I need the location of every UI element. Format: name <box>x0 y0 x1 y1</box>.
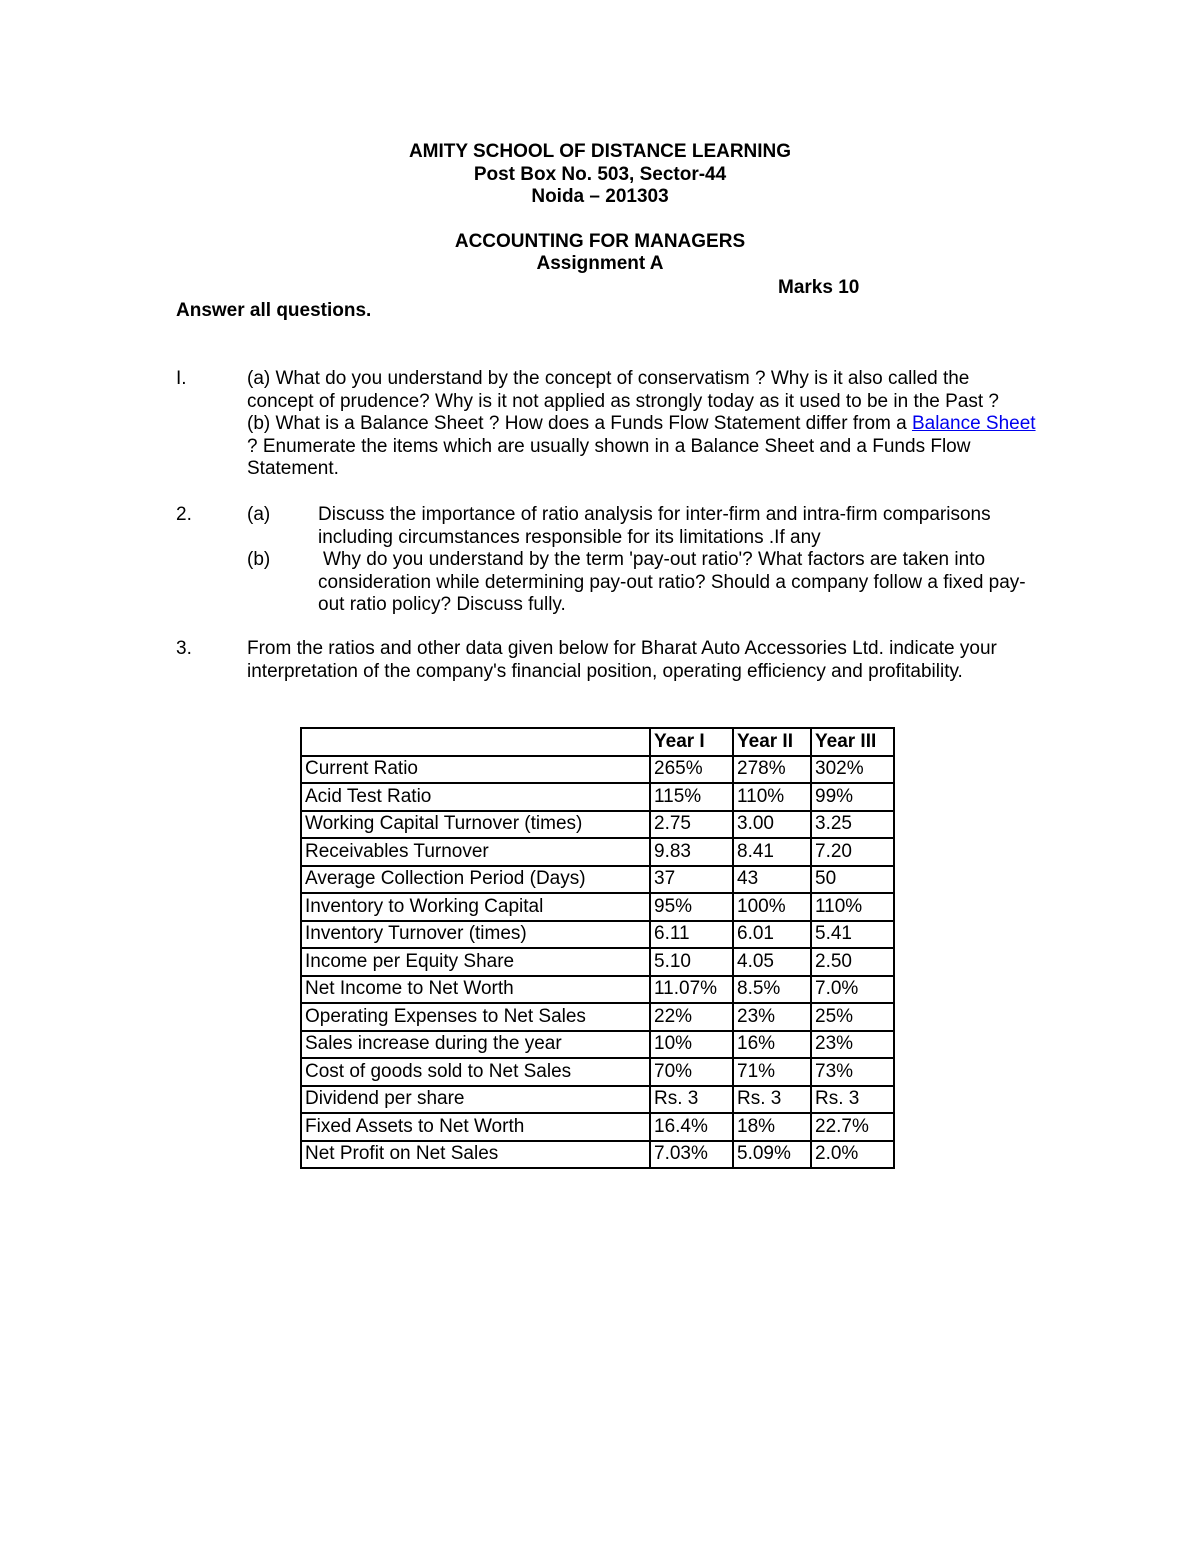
table-cell: Rs. 3 <box>650 1086 733 1114</box>
table-cell: Rs. 3 <box>811 1086 894 1114</box>
table-cell: 10% <box>650 1031 733 1059</box>
table-row <box>301 756 894 784</box>
q2-a-text: Discuss the importance of ratio analysis for inter-firm and intra-firm comparisons including circumstances responsible for its limitations .If any <box>318 504 991 548</box>
balance-sheet-link[interactable]: Balance Sheet <box>911 413 1036 435</box>
table-cell: 70% <box>650 1058 733 1086</box>
q2-number: 2. <box>176 504 192 525</box>
q2-a-label: (a) <box>247 504 271 525</box>
table-row <box>301 1086 894 1114</box>
table-row <box>301 893 894 921</box>
table-cell: Sales increase during the year <box>301 1031 650 1059</box>
table-cell: 37 <box>650 866 733 894</box>
table-row <box>301 1141 894 1169</box>
table-cell: Income per Equity Share <box>301 948 650 976</box>
table-row <box>301 1031 894 1059</box>
table-cell: Dividend per share <box>301 1086 650 1114</box>
assignment-title: Assignment A <box>536 253 664 274</box>
table-cell: 115% <box>650 783 733 811</box>
table-cell: 16.4% <box>650 1113 733 1141</box>
instruction: Answer all questions. <box>176 300 372 321</box>
course-title: ACCOUNTING FOR MANAGERS <box>454 230 746 252</box>
table-cell: 8.41 <box>733 838 811 866</box>
table-row <box>301 838 894 866</box>
table-cell: Cost of goods sold to Net Sales <box>301 1058 650 1086</box>
table-cell: 110% <box>733 783 811 811</box>
table-cell: 8.5% <box>733 976 811 1004</box>
document-header <box>0 141 1200 276</box>
table-cell: 23% <box>811 1031 894 1059</box>
table-cell: 100% <box>733 893 811 921</box>
table-cell: 22.7% <box>811 1113 894 1141</box>
table-cell: 3.00 <box>733 811 811 839</box>
table-header-row <box>301 728 894 756</box>
table-cell: Current Ratio <box>301 756 650 784</box>
table-cell: Acid Test Ratio <box>301 783 650 811</box>
table-cell: 16% <box>733 1031 811 1059</box>
table-row <box>301 976 894 1004</box>
table-row <box>301 1058 894 1086</box>
table-cell: 9.83 <box>650 838 733 866</box>
table-cell: 7.03% <box>650 1141 733 1169</box>
table-cell: 7.20 <box>811 838 894 866</box>
table-cell: 110% <box>811 893 894 921</box>
table-cell: 99% <box>811 783 894 811</box>
table-row <box>301 783 894 811</box>
table-row <box>301 921 894 949</box>
q1-number: I. <box>176 368 187 389</box>
table-header-cell: Year I <box>650 728 733 756</box>
table-cell: 265% <box>650 756 733 784</box>
table-cell: Receivables Turnover <box>301 838 650 866</box>
ratios-table <box>300 727 895 1169</box>
table-cell: Fixed Assets to Net Worth <box>301 1113 650 1141</box>
table-cell: 5.41 <box>811 921 894 949</box>
table-cell: 11.07% <box>650 976 733 1004</box>
table-cell: 71% <box>733 1058 811 1086</box>
table-cell: 22% <box>650 1003 733 1031</box>
table-cell: 6.11 <box>650 921 733 949</box>
table-cell: 302% <box>811 756 894 784</box>
table-cell: Operating Expenses to Net Sales <box>301 1003 650 1031</box>
table-cell: 4.05 <box>733 948 811 976</box>
q2-b-text: Why do you understand by the term 'pay-out ratio'? What factors are taken into consideration while determining pay-out ratio? Should a company follow a fixed pay-out ratio policy? Discuss fully. <box>318 549 1026 616</box>
table-cell: 50 <box>811 866 894 894</box>
table-cell: 2.75 <box>650 811 733 839</box>
q3-text: From the ratios and other data given below for Bharat Auto Accessories Ltd. indicate your interpretation of the company's financial position, operating efficiency and profitability. <box>247 638 997 682</box>
q1-part-a: (a) What do you understand by the concept of conservatism ? Why is it also called the concept of prudence? Why is it not applied as strongly today as it used to be in the Past ? <box>247 368 1000 412</box>
table-cell: 73% <box>811 1058 894 1086</box>
address-line-2: Noida – 201303 <box>531 186 669 207</box>
address-line-1: Post Box No. 503, Sector-44 <box>473 163 727 185</box>
table-cell: 5.09% <box>733 1141 811 1169</box>
table-cell: 25% <box>811 1003 894 1031</box>
table-cell: 2.0% <box>811 1141 894 1169</box>
table-row <box>301 948 894 976</box>
marks-label: Marks 10 <box>778 277 860 298</box>
table-cell: 5.10 <box>650 948 733 976</box>
q1-part-b-pre: (b) What is a Balance Sheet ? How does a Funds Flow Statement differ from a <box>247 413 907 435</box>
table-row <box>301 811 894 839</box>
table-cell: 43 <box>733 866 811 894</box>
table-cell: 7.0% <box>811 976 894 1004</box>
table-cell: 6.01 <box>733 921 811 949</box>
q2-b-label: (b) <box>247 549 271 570</box>
table-header-cell: Year II <box>733 728 811 756</box>
q3-number: 3. <box>176 638 192 659</box>
school-name: AMITY SCHOOL OF DISTANCE LEARNING <box>408 141 792 162</box>
table-row <box>301 1113 894 1141</box>
table-cell: Inventory to Working Capital <box>301 893 650 921</box>
table-cell: 3.25 <box>811 811 894 839</box>
table-cell: Rs. 3 <box>733 1086 811 1114</box>
table-row <box>301 1003 894 1031</box>
table-cell: Inventory Turnover (times) <box>301 921 650 949</box>
table-header-cell: Year III <box>811 728 894 756</box>
q1-part-b-post: ? Enumerate the items which are usually shown in a Balance Sheet and a Funds Flow Statement. <box>247 435 971 480</box>
table-header-cell <box>301 728 650 756</box>
q1-part-b <box>247 413 1037 481</box>
table-cell: Net Income to Net Worth <box>301 976 650 1004</box>
table-row <box>301 866 894 894</box>
table-cell: Working Capital Turnover (times) <box>301 811 650 839</box>
table-cell: 2.50 <box>811 948 894 976</box>
table-cell: Average Collection Period (Days) <box>301 866 650 894</box>
q1-text <box>247 368 1037 481</box>
table-cell: 278% <box>733 756 811 784</box>
table-cell: 95% <box>650 893 733 921</box>
table-cell: 18% <box>733 1113 811 1141</box>
table-cell: 23% <box>733 1003 811 1031</box>
table-cell: Net Profit on Net Sales <box>301 1141 650 1169</box>
